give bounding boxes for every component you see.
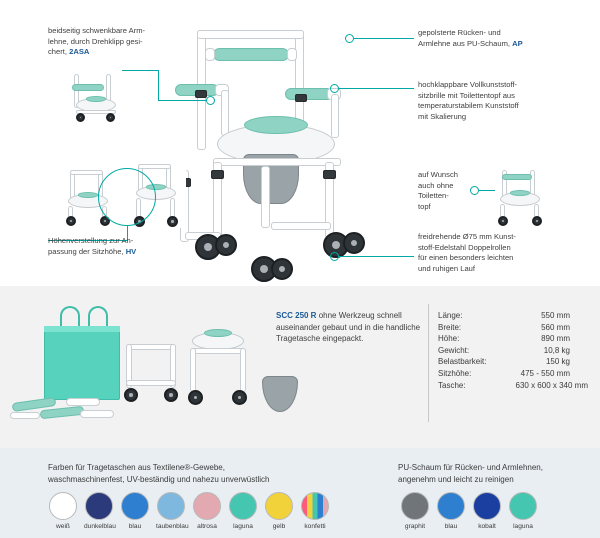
callout-nopot-line4: topf: [418, 201, 431, 211]
swatch-color: [49, 492, 77, 520]
bag-colors-heading-line1: Farben für Tragetaschen aus Textilene®-Gewebe,: [48, 463, 225, 472]
middle-panel: [0, 286, 600, 448]
callout-backrest-line1: gepolsterte Rücken- und: [418, 28, 501, 37]
spec-label: Breite:: [438, 322, 462, 332]
thumbnail-without-pot: [492, 168, 550, 226]
callout-dot-seat: [330, 84, 339, 93]
bottom-panel: [0, 448, 600, 538]
swatch-label: blau: [444, 523, 458, 530]
callout-nopot-line1: auf Wunsch: [418, 170, 458, 179]
table-row: [438, 333, 588, 345]
callout-armrest-line1: beidseitig schwenkbare Arm-: [48, 26, 146, 35]
callout-armrest-code: 2ASA: [69, 47, 90, 57]
callout-wheels-line1: freidrehende Ø75 mm Kunst-: [418, 232, 516, 241]
callout-nopot-line2: auch ohne: [418, 180, 454, 190]
callout-armrest: [48, 26, 174, 58]
table-row: [438, 345, 588, 357]
spec-label: Länge:: [438, 311, 463, 320]
callout-wheels: [418, 232, 590, 274]
bag-colors-heading: [48, 462, 378, 485]
toilet-pot-detached: [262, 376, 298, 412]
spec-value: 550 mm: [541, 311, 570, 320]
callout-dot-backrest: [345, 34, 354, 43]
swatch-label: laguna: [233, 523, 253, 530]
spec-label: Tasche:: [438, 380, 466, 390]
swatch-dunkelblau[interactable]: [84, 492, 114, 530]
spec-value: 150 kg: [545, 357, 570, 367]
callout-armrest-line2: lehne, durch Drehklipp gesi-: [48, 36, 143, 46]
swatch-color: [509, 492, 537, 520]
swatch-color: [301, 492, 329, 520]
bag-colors-heading-line2: waschmaschinenfest, UV-beständig und nahezu unverwüstlich: [48, 474, 270, 484]
swatch-altrosa[interactable]: [192, 492, 222, 530]
swatch-color: [437, 492, 465, 520]
swatch-color: [229, 492, 257, 520]
swatch-label: konfetti: [304, 523, 326, 530]
callout-wheels-line3: für einen besonders leichten: [418, 253, 514, 263]
callout-nopot: [418, 170, 478, 212]
swatch-gelb[interactable]: [264, 492, 294, 530]
spec-label: Belastbarkeit:: [438, 357, 487, 367]
spec-value: 630 x 600 x 340 mm: [515, 380, 588, 390]
table-row: [438, 322, 588, 334]
swatch-label: taubenblau: [156, 523, 189, 530]
swatch-label: blau: [128, 523, 142, 530]
swatch-label: laguna: [513, 523, 533, 530]
swatch-kobalt[interactable]: [472, 492, 502, 530]
spec-value: 560 mm: [541, 322, 570, 332]
product-description: [276, 310, 426, 345]
spec-value: 10,8 kg: [543, 345, 570, 355]
swatch-taubenblau[interactable]: [156, 492, 189, 530]
swatch-label: graphit: [404, 523, 426, 530]
swatch-laguna[interactable]: [228, 492, 258, 530]
callout-armrest-line3: chert,: [48, 47, 70, 57]
callout-wheels-line2: stoff-Edelstahl Doppelrollen: [418, 242, 511, 252]
callout-height-code: HV: [125, 246, 137, 256]
frame-part-illustration-2: [184, 332, 252, 418]
swatch-weiss[interactable]: [48, 492, 78, 530]
callout-backrest: [418, 28, 588, 49]
callout-dot-wheels: [330, 252, 339, 261]
swatch-color: [473, 492, 501, 520]
bag-color-swatches: [48, 492, 336, 530]
backrest-pad: [213, 48, 289, 61]
spec-value: 475 - 550 mm: [520, 368, 570, 378]
caster-wheel: [215, 234, 237, 256]
foam-colors-heading: [398, 462, 598, 485]
swatch-blau[interactable]: [120, 492, 150, 530]
swatch-color: [157, 492, 185, 520]
table-row: [438, 356, 588, 368]
swatch-label: gelb: [272, 523, 286, 530]
swatch-color: [85, 492, 113, 520]
product-code: SCC 250 R: [276, 311, 317, 320]
spec-label: Gewicht:: [438, 345, 470, 355]
main-product-illustration: [175, 20, 375, 280]
callout-ring-height: [98, 168, 156, 226]
frame-part-illustration-1: [122, 344, 182, 416]
callout-height-line1: Höhenverstellung zur An-: [48, 236, 134, 245]
caster-wheel: [271, 258, 293, 280]
spec-table: [438, 310, 588, 391]
swatch-label: weiß: [56, 523, 70, 530]
swatch-color: [265, 492, 293, 520]
spec-label: Höhe:: [438, 334, 460, 344]
swatch-label: kobalt: [478, 523, 496, 530]
callout-seat-line3: temperaturstabilem Kunststoff: [418, 101, 519, 111]
table-row: [438, 310, 588, 322]
armrest-right-pad: [285, 88, 333, 100]
callout-backrest-code: AP: [512, 38, 523, 48]
callout-height-line2: passung der Sitzhöhe,: [48, 246, 126, 256]
swatch-color: [121, 492, 149, 520]
callout-backrest-line2: Armlehne aus PU-Schaum,: [418, 38, 513, 48]
spec-divider: [428, 304, 429, 422]
swatch-konfetti[interactable]: [300, 492, 330, 530]
table-row: [438, 380, 588, 392]
caster-wheel: [343, 232, 365, 254]
thumbnail-armrest-detail: [66, 72, 126, 122]
swatch-foam-blau[interactable]: [436, 492, 466, 530]
swatch-label: dunkelblau: [84, 523, 116, 530]
callout-seat-line1: hochklappbare Vollkunststoff-: [418, 80, 518, 89]
product-description-text: ohne Werkzeug schnell auseinander gebaut und in die handliche Tragetasche eingepackt.: [276, 311, 421, 343]
callout-seat-line4: mit Skalierung: [418, 111, 467, 121]
foam-color-swatches: [400, 492, 544, 530]
swatch-foam-laguna[interactable]: [508, 492, 538, 530]
callout-seat: [418, 80, 590, 122]
disassembled-parts-illustration: [10, 384, 120, 424]
foam-colors-heading-line2: angenehm und leicht zu reinigen: [398, 474, 514, 484]
spec-label: Sitzhöhe:: [438, 368, 472, 378]
swatch-color: [193, 492, 221, 520]
callout-dot-armrest: [206, 96, 215, 105]
spec-value: 890 mm: [541, 334, 570, 344]
callout-height: [48, 236, 178, 257]
foam-colors-heading-line1: PU-Schaum für Rücken- und Armlehnen,: [398, 463, 543, 472]
swatch-label: altrosa: [197, 523, 217, 530]
callout-nopot-line3: Toiletten-: [418, 191, 449, 201]
callout-wheels-line4: und ruhigen Lauf: [418, 263, 476, 273]
swatch-color: [401, 492, 429, 520]
table-row: [438, 368, 588, 380]
swatch-graphit[interactable]: [400, 492, 430, 530]
callout-seat-line2: sitzbrille mit Toilettentopf aus: [418, 90, 515, 100]
